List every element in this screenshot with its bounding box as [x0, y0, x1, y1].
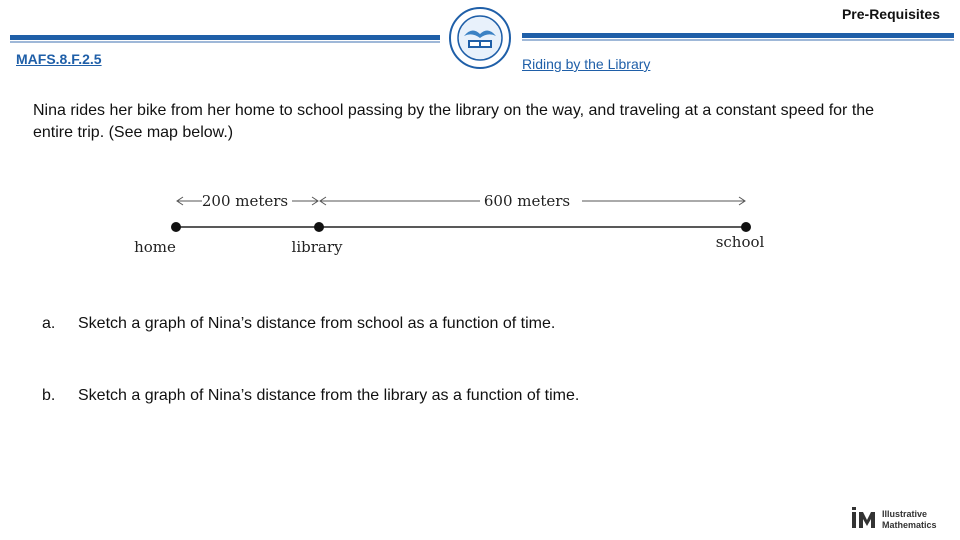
- district-seal-logo: [448, 6, 512, 70]
- question-b: [42, 387, 579, 405]
- home-label: home: [134, 238, 176, 256]
- logo-line1: Illustrative: [882, 509, 928, 519]
- question-a: [42, 315, 555, 333]
- illustrative-mathematics-logo: [850, 506, 950, 532]
- school-point: [741, 222, 751, 232]
- segment1-label: 200 meters: [201, 192, 289, 210]
- library-point: [314, 222, 324, 232]
- map-diagram: [130, 185, 780, 265]
- question-text: Sketch a graph of Nina’s distance from school as a function of time.: [78, 315, 556, 332]
- lesson-title-link[interactable]: Riding by the Library: [522, 56, 651, 72]
- segment2-label: 600 meters: [483, 192, 571, 210]
- question-letter: a.: [42, 315, 56, 332]
- header-bar-left: [10, 35, 440, 40]
- header-bar-right: [522, 33, 954, 38]
- header-bar-left-shadow: [10, 41, 440, 43]
- header-bar-right-shadow: [522, 39, 954, 41]
- library-label: library: [291, 238, 343, 256]
- standard-link[interactable]: MAFS.8.F.2.5: [16, 51, 102, 67]
- problem-statement: Nina rides her bike from her home to school passing by the library on the way, and traveling at a constant speed for the entire trip. (See map below.): [33, 102, 875, 141]
- logo-line2: Mathematics: [882, 520, 937, 530]
- page-title: Pre-Requisites: [841, 6, 940, 22]
- home-point: [171, 222, 181, 232]
- question-letter: b.: [42, 387, 56, 404]
- school-label: school: [715, 233, 765, 251]
- question-text: Sketch a graph of Nina’s distance from the library as a function of time.: [78, 387, 580, 404]
